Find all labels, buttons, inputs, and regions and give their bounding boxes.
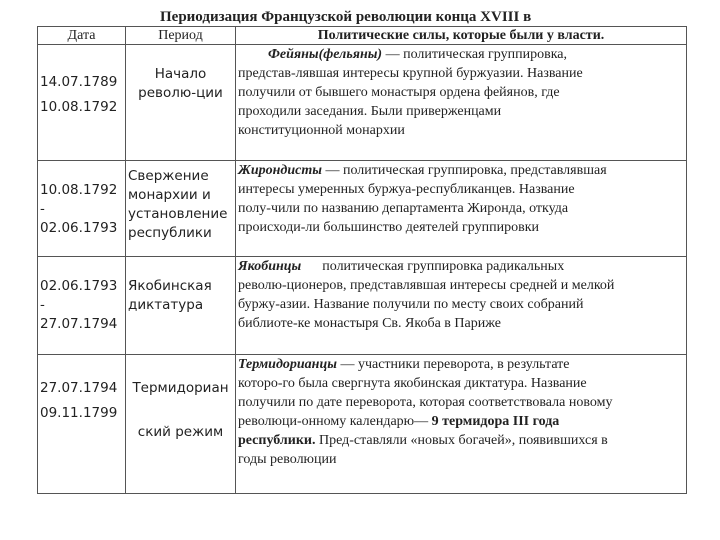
period-cell — [126, 45, 236, 161]
forces-text: политическая группировка радикальных — [301, 259, 565, 274]
forces-line — [238, 257, 684, 276]
period-line: ский режим — [137, 424, 224, 440]
forces-text: — политическая группировка, представлявшая — [321, 163, 607, 178]
header-date: Дата — [38, 27, 126, 45]
forces-line: интересы умеренных буржуа-республиканцев. Название — [238, 182, 575, 197]
date-start: 02.06.1793 — [40, 278, 118, 294]
header-period: Период — [126, 27, 236, 45]
period-line: револю-ции — [138, 85, 223, 101]
period-line: республики — [128, 225, 212, 241]
period-line: монархии и — [128, 187, 211, 203]
forces-line: библиоте-ке монастыря Св. Якоба в Париже — [238, 316, 501, 331]
forces-cell — [236, 355, 687, 494]
forces-term: Жирондисты — [238, 163, 322, 178]
forces-term: Якобинцы — [238, 259, 302, 274]
forces-text: Пред-ставляли «новых богачей», появившихся в — [315, 433, 608, 448]
forces-line: получили от бывшего монастыря ордена фейянов, где — [238, 85, 560, 100]
date-sep: - — [40, 297, 45, 313]
period-line: диктатура — [128, 297, 204, 313]
forces-line — [238, 355, 684, 374]
date-end: 10.08.1792 — [40, 99, 118, 115]
forces-line: получили по дате переворота, которая соответствовала новому — [238, 395, 613, 410]
forces-text: революци-онному календарю— — [238, 414, 432, 429]
table-row — [38, 45, 687, 161]
page-title: Периодизация Французской революции конца XVIII в — [160, 9, 532, 25]
date-cell — [38, 45, 126, 161]
table-header-row — [38, 27, 687, 45]
forces-text: — участники переворота, в результате — [336, 357, 570, 372]
period-line: Якобинская — [128, 278, 212, 294]
forces-line: полу-чили по названию департамента Жиронда, откуда — [238, 201, 569, 216]
forces-line — [238, 45, 684, 64]
forces-bold-text: 9 термидора III года — [431, 414, 560, 429]
date-end: 09.11.1799 — [40, 405, 118, 421]
header-forces: Политические силы, которые были у власти. — [236, 27, 687, 45]
period-line: Термидориан — [132, 380, 229, 396]
forces-line: конституционной монархии — [238, 123, 405, 138]
date-start: 27.07.1794 — [40, 380, 118, 396]
forces-cell — [236, 257, 687, 355]
periodization-table — [37, 26, 687, 494]
date-cell — [38, 161, 126, 257]
forces-line — [238, 412, 684, 431]
date-cell — [38, 355, 126, 494]
forces-line: происходи-ли большинство деятелей группировки — [238, 220, 539, 235]
table-row — [38, 257, 687, 355]
forces-term: Термидорианцы — [238, 357, 337, 372]
table-row — [38, 355, 687, 494]
forces-term: Фейяны(фельяны) — [268, 47, 383, 62]
date-end: 27.07.1794 — [40, 316, 118, 332]
forces-line — [238, 431, 684, 450]
date-cell — [38, 257, 126, 355]
period-line: Свержение — [128, 168, 209, 184]
table-row — [38, 161, 687, 257]
period-cell — [126, 355, 236, 494]
date-sep: - — [40, 201, 45, 217]
forces-bold-text: республики. — [238, 433, 316, 448]
forces-line: годы революции — [238, 452, 337, 467]
date-end: 02.06.1793 — [40, 220, 118, 236]
period-cell — [126, 257, 236, 355]
period-line: Начало — [154, 66, 207, 82]
forces-cell — [236, 45, 687, 161]
forces-text: — политическая группировка, — [382, 47, 567, 62]
forces-line — [238, 161, 684, 180]
period-cell — [126, 161, 236, 257]
date-start: 14.07.1789 — [40, 74, 118, 90]
forces-line: револю-ционеров, представлявшая интересы средней и мелкой — [238, 278, 615, 293]
forces-line: буржу-азии. Название получили по месту своих собраний — [238, 297, 584, 312]
forces-line: проходили заседания. Были приверженцами — [238, 104, 502, 119]
date-start: 10.08.1792 — [40, 182, 118, 198]
forces-cell — [236, 161, 687, 257]
forces-line: представ-лявшая интересы крупной буржуазии. Название — [238, 66, 583, 81]
period-line: установление — [128, 206, 228, 222]
forces-line: которо-го была свергнута якобинская диктатура. Название — [238, 376, 587, 391]
